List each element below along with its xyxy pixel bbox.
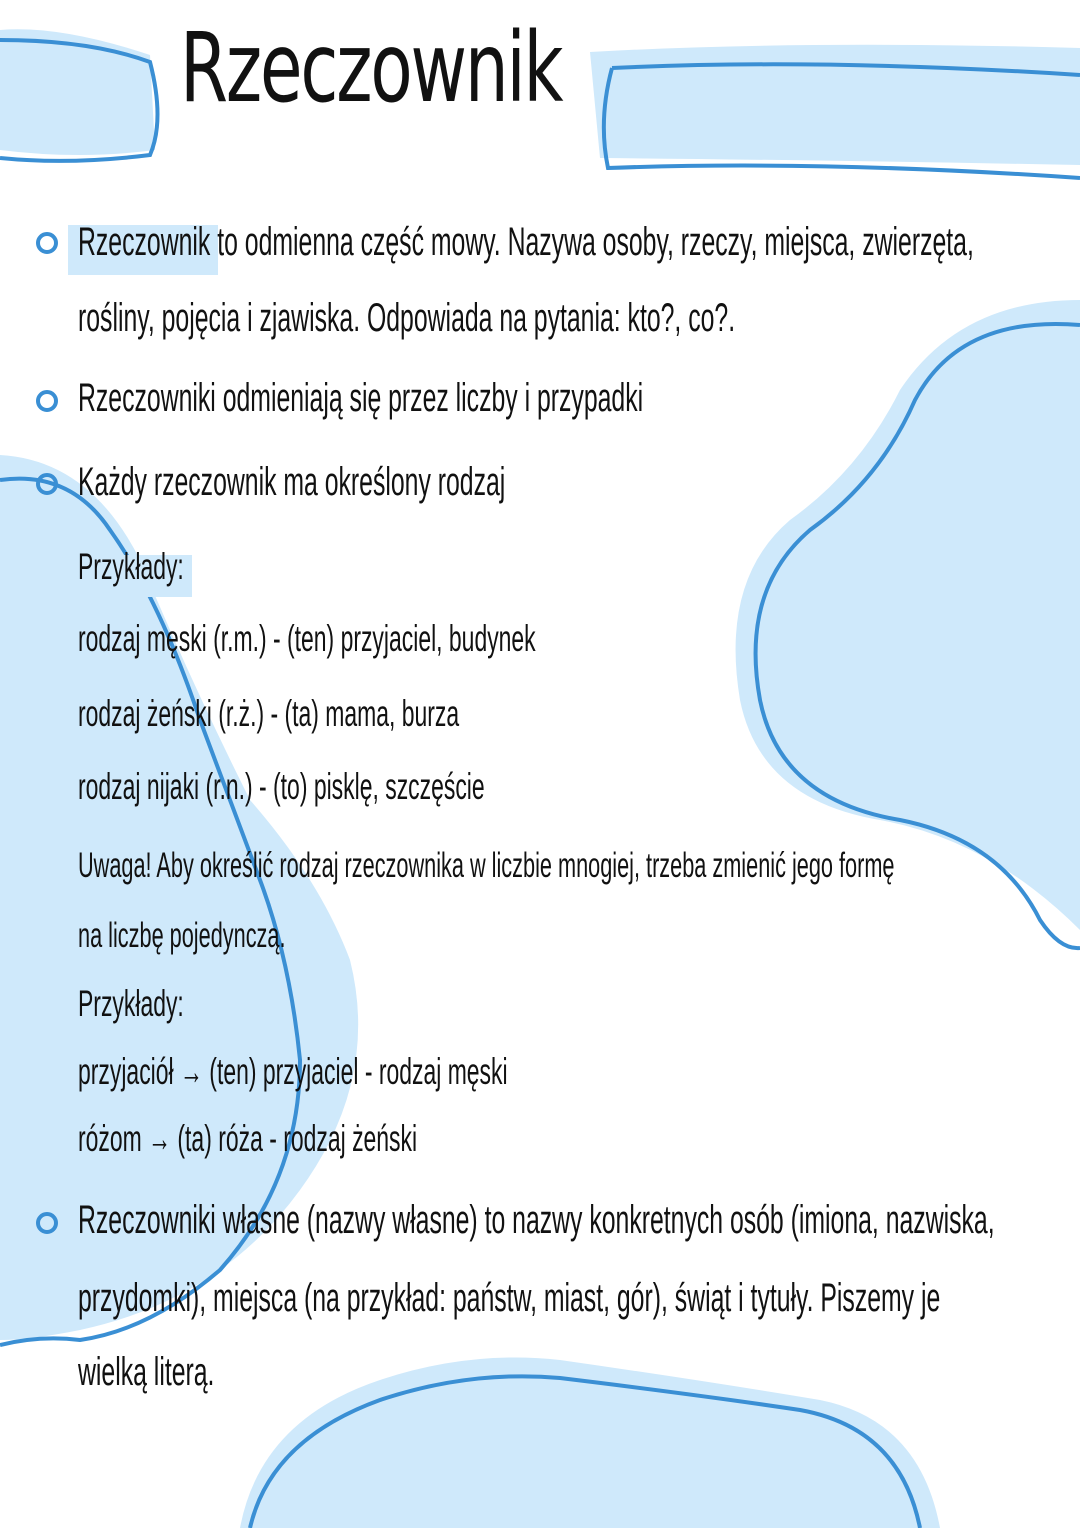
examples1-item: rodzaj męski (r.m.) - (ten) przyjaciel, budynek (78, 618, 536, 659)
bullet-circle-icon (36, 390, 58, 412)
examples1-item: rodzaj nijaki (r.n.) - (to) pisklę, szczęście (78, 766, 485, 807)
bullet-circle-icon (36, 232, 58, 254)
examples2-item: różom → (ta) róża - rodzaj żeński (78, 1118, 418, 1159)
examples1-item: rodzaj żeński (r.ż.) - (ta) mama, burza (78, 693, 460, 734)
bullet1-line2: rośliny, pojęcia i zjawiska. Odpowiada na pytania: kto?, co?. (78, 296, 736, 340)
bullet-circle-icon (36, 1212, 58, 1234)
bullet3-line1: Każdy rzeczownik ma określony rodzaj (78, 460, 506, 504)
page-title: Rzeczownik (180, 12, 562, 124)
bullet4-line1: Rzeczowniki własne (nazwy własne) to nazwy konkretnych osób (imiona, nazwiska, (78, 1198, 995, 1242)
bullet4-line2: przydomki), miejsca (na przykład: państw, miast, gór), świąt i tytuły. Piszemy je (78, 1276, 941, 1320)
examples2-heading: Przykłady: (78, 983, 184, 1024)
note-line2: na liczbę pojedynczą. (78, 916, 286, 955)
examples2-item: przyjaciół → (ten) przyjaciel - rodzaj męski (78, 1051, 508, 1092)
bullet2-line1: Rzeczowniki odmieniają się przez liczby i przypadki (78, 376, 644, 420)
examples1-heading: Przykłady: (78, 546, 184, 587)
note-line1: Uwaga! Aby określić rodzaj rzeczownika w liczbie mnogiej, trzeba zmienić jego formę (78, 846, 895, 885)
bullet4-line3: wielką literą. (78, 1350, 215, 1394)
bullet-circle-icon (36, 473, 58, 495)
bullet1-line1: Rzeczownik to odmienna część mowy. Nazywa osoby, rzeczy, miejsca, zwierzęta, (78, 220, 974, 264)
